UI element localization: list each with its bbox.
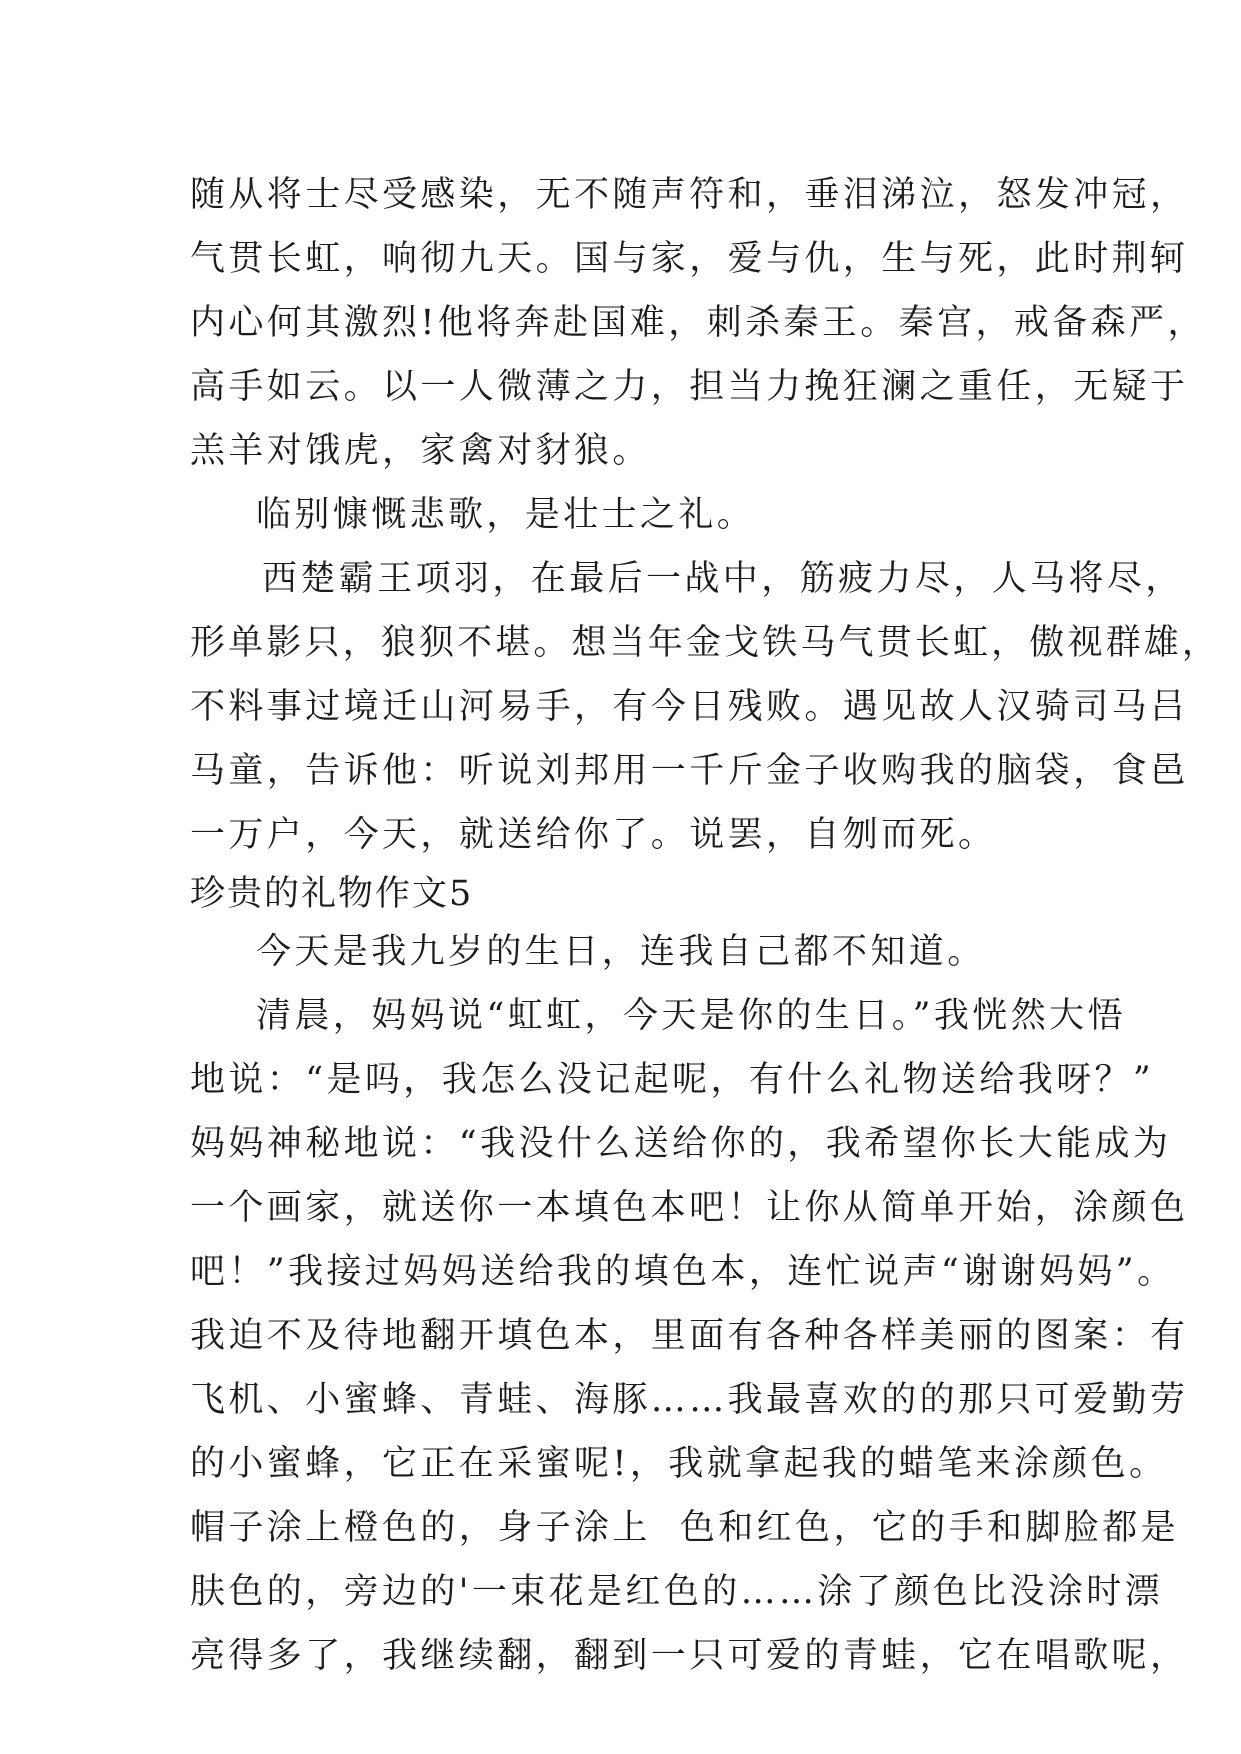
section-heading: 珍贵的礼物作文5 xyxy=(190,874,474,914)
text-line: 气贯长虹，响彻九天。国与家，爱与仇，生与死，此时荆轲 xyxy=(190,239,1189,279)
text-line: 一万户，今天，就送给你了。说罢，自刎而死。 xyxy=(190,815,997,855)
text-line: 今天是我九岁的生日，连我自己都不知道。 xyxy=(256,932,986,972)
text-line: 临别慷慨悲歌，是壮士之礼。 xyxy=(256,495,756,535)
text-line: 肤色的，旁边的'一束花是红色的……涂了颜色比没涂时漂 xyxy=(190,1572,1164,1612)
text-line: 高手如云。以一人微薄之力，担当力挽狂澜之重任，无疑于 xyxy=(190,367,1189,407)
text-line: 亮得多了，我继续翻，翻到一只可爱的青蛙，它在唱歌呢， xyxy=(190,1636,1189,1676)
text-line: 一个画家，就送你一本填色本吧！让你从简单开始，涂颜色 xyxy=(190,1188,1189,1228)
text-line: 妈妈神秘地说：“我没什么送给你的，我希望你长大能成为 xyxy=(190,1124,1172,1164)
text-line: 我迫不及待地翻开填色本，里面有各种各样美丽的图案：有 xyxy=(190,1316,1189,1356)
text-line: 帽子涂上橙色的，身子涂上 色和红色，它的手和脚脸都是 xyxy=(190,1508,1180,1548)
text-line: 随从将士尽受感染，无不随声符和，垂泪涕泣，怒发冲冠， xyxy=(190,175,1189,215)
text-line: 形单影只，狼狈不堪。想当年金戈铁马气贯长虹，傲视群雄， xyxy=(190,623,1221,663)
text-line: 西楚霸王项羽，在最后一战中，筋疲力尽，人马将尽， xyxy=(262,559,1184,599)
text-line: 马童，告诉他：听说刘邦用一千斤金子收购我的脑袋，食邑 xyxy=(190,751,1189,791)
text-line: 飞机、小蜜蜂、青蛙、海豚……我最喜欢的的那只可爱勤劳 xyxy=(190,1380,1189,1420)
text-line: 清晨，妈妈说“虹虹，今天是你的生日。”我恍然大悟 xyxy=(256,996,1126,1036)
text-line: 内心何其激烈!他将奔赴国难，刺杀秦王。秦宫，戒备森严， xyxy=(190,303,1206,343)
text-line: 的小蜜蜂，它正在采蜜呢!，我就拿起我的蜡笔来涂颜色。 xyxy=(190,1444,1168,1484)
text-line: 羔羊对饿虎，家禽对豺狼。 xyxy=(190,431,651,471)
text-line: 地说：“是吗，我怎么没记起呢，有什么礼物送给我呀？” xyxy=(190,1060,1155,1100)
text-line: 吧！”我接过妈妈送给我的填色本，连忙说声“谢谢妈妈”。 xyxy=(190,1252,1176,1292)
text-line: 不料事过境迁山河易手，有今日残败。遇见故人汉骑司马吕 xyxy=(190,687,1189,727)
